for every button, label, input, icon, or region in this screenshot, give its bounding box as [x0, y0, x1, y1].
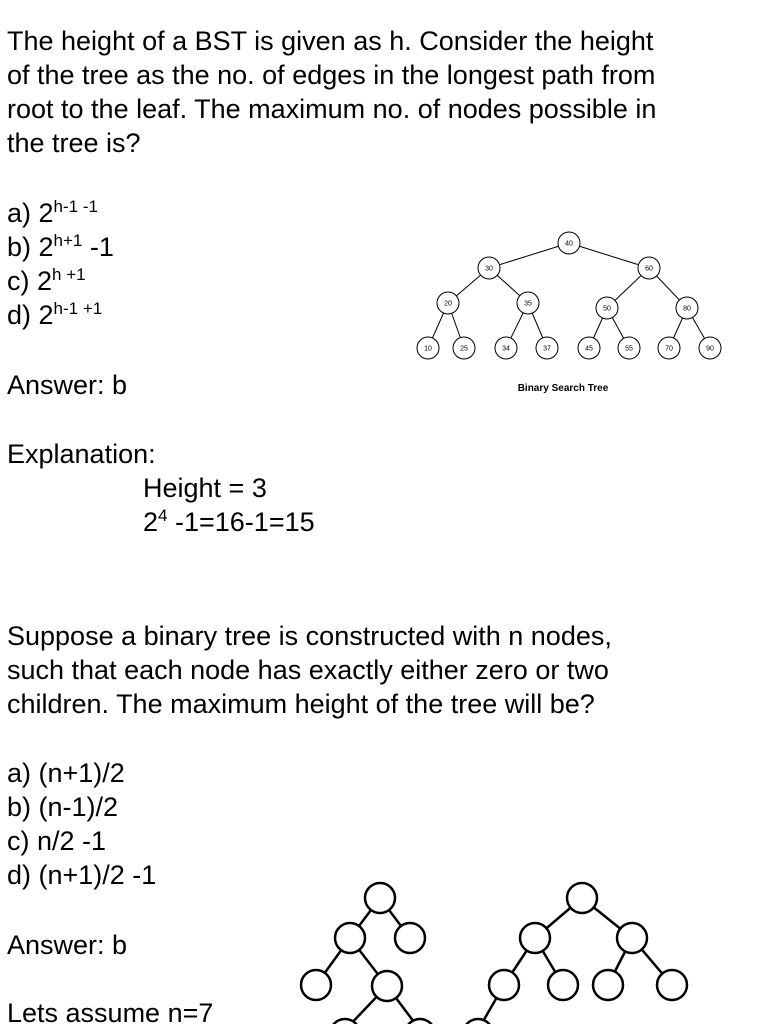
q2-question-line-2: such that each node has exactly either zero or two [7, 655, 609, 685]
q2-option-c: c) n/2 -1 [7, 826, 107, 856]
tree-node [372, 971, 402, 1001]
tree-node [489, 970, 519, 1000]
q2-question-line-1: Suppose a binary tree is constructed with n nodes, [7, 621, 612, 651]
q1-option-d-exponent: h-1 +1 [53, 299, 103, 318]
tree-node [395, 923, 425, 953]
bst-node-label: 34 [502, 345, 510, 353]
bst-node-label: 50 [603, 305, 611, 313]
full-binary-trees-figure [290, 870, 700, 1024]
q1-question-line-2: of the tree as the no. of edges in the longest path from [7, 60, 656, 90]
q2-question-line-3: children. The maximum height of the tree will be? [7, 689, 595, 719]
tree-node [365, 883, 395, 913]
bst-caption: Binary Search Tree [517, 383, 609, 394]
bst-node-label: 35 [524, 300, 532, 308]
bst-figure [405, 225, 735, 400]
q2-answer: Answer: b [7, 930, 128, 960]
tree-node [520, 923, 550, 953]
bst-node-label: 37 [543, 345, 551, 353]
q1-option-a [7, 196, 98, 230]
tree-node [405, 1019, 435, 1024]
q1-option-c-prefix: c) 2 [7, 266, 53, 296]
bst-edge [489, 243, 569, 268]
q1-option-c [7, 264, 86, 298]
bst-node-label: 55 [625, 345, 633, 353]
q2-option-b: b) (n-1)/2 [7, 792, 119, 822]
tree-node [548, 970, 578, 1000]
tree-1 [301, 883, 435, 1024]
q1-option-b [7, 230, 114, 264]
q1-calc-rest: -1=16-1=15 [167, 507, 315, 537]
q1-option-d-prefix: d) 2 [7, 300, 54, 330]
q1-option-b-exponent: h+1 [53, 231, 83, 250]
q1-option-a-prefix: a) 2 [7, 198, 54, 228]
q2-option-d: d) (n+1)/2 -1 [7, 860, 157, 890]
q1-question-line-4: the tree is? [7, 128, 141, 158]
q1-option-b-prefix: b) 2 [7, 232, 54, 262]
q1-option-b-suffix: -1 [82, 232, 114, 262]
q1-calc-exponent: 4 [158, 506, 168, 525]
q1-question-line-1: The height of a BST is given as h. Consider the height [7, 26, 654, 56]
q2-assumption: Lets assume n=7 [7, 998, 214, 1028]
q1-option-a-exponent: h-1 -1 [53, 197, 98, 216]
bst-edges [428, 240, 710, 348]
q1-option-d [7, 298, 102, 332]
q1-question-line-3: root to the leaf. The maximum no. of nodes possible in [7, 94, 657, 124]
bst-edge [569, 243, 649, 268]
tree-2 [463, 883, 687, 1024]
bst-node-label: 25 [460, 345, 468, 353]
tree-node [617, 923, 647, 953]
q1-calculation [143, 505, 315, 539]
tree-node [463, 1019, 493, 1024]
bst-node-label: 20 [444, 300, 452, 308]
bst-node-label: 45 [585, 345, 593, 353]
q1-height-line: Height = 3 [143, 473, 267, 503]
bst-node-label: 80 [683, 305, 691, 313]
bst-node-label: 60 [645, 265, 653, 273]
bst-node-label: 10 [424, 345, 432, 353]
bst-node-label: 90 [706, 345, 714, 353]
tree-node [657, 970, 687, 1000]
q1-explanation-label: Explanation: [7, 439, 156, 469]
tree-node [593, 970, 623, 1000]
tree-node [567, 883, 597, 913]
tree-node [335, 923, 365, 953]
bst-node-labels [424, 241, 714, 353]
bst-node-label: 70 [665, 345, 673, 353]
q1-calc-base: 2 [143, 507, 159, 537]
bst-node-label: 40 [565, 240, 573, 248]
q1-answer: Answer: b [7, 370, 128, 400]
bst-node-label: 30 [485, 265, 493, 273]
q2-option-a: a) (n+1)/2 [7, 758, 125, 788]
tree-node [301, 970, 331, 1000]
q1-option-c-exponent: h +1 [52, 265, 86, 284]
